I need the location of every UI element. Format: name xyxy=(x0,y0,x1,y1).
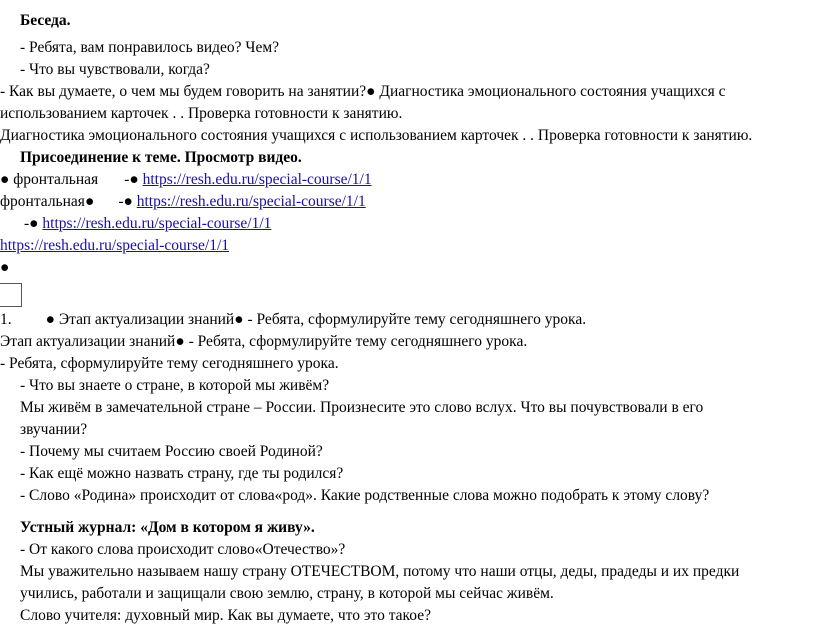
bullet-icon: ● xyxy=(84,193,95,210)
resh-link[interactable]: https://resh.edu.ru/special-course/1/1 xyxy=(42,215,272,232)
text-line: - От какого слова происходит слово«Отечество»? xyxy=(20,541,346,558)
text-fragment: Диагностика эмоционального состояния учащихся с xyxy=(375,83,726,100)
text-fragment: - Ребята, сформулируйте тему сегодняшнего урока. xyxy=(184,333,528,350)
text-fragment: - Как вы думаете, о чем мы будем говорить на занятии? xyxy=(0,83,367,100)
text-line xyxy=(0,310,586,330)
empty-box xyxy=(0,283,22,307)
text-line xyxy=(0,82,725,102)
bullet-icon: ● xyxy=(0,171,10,188)
text-line: - Ребята, сформулируйте тему сегодняшнего урока. xyxy=(0,355,339,372)
resh-link[interactable]: https://resh.edu.ru/special-course/1/1 xyxy=(142,171,372,188)
resh-link[interactable]: https://resh.edu.ru/special-course/1/1 xyxy=(136,193,366,210)
heading-video: Присоединение к теме. Просмотр видео. xyxy=(20,149,302,166)
text-fragment: Этап актуализации знаний xyxy=(0,333,176,350)
bullet-icon: ● xyxy=(366,83,376,100)
text-line: Мы живём в замечательной стране – России. Произнесите это слово вслух. Что вы почувствовали в его xyxy=(20,399,704,416)
text-line: учились, работали и защищали свою землю, страну, в которой мы сейчас живём. xyxy=(20,585,554,602)
text-line xyxy=(24,214,271,234)
text-fragment: - xyxy=(124,171,130,188)
text-fragment: - xyxy=(24,215,30,232)
resh-link[interactable]: https://resh.edu.ru/special-course/1/1 xyxy=(0,237,229,254)
bullet-icon: ● xyxy=(123,193,133,210)
text-line: Слово учителя: духовный мир. Как вы думаете, что это такое? xyxy=(20,607,431,624)
text-line: Мы уважительно называем нашу страну ОТЕЧЕСТВОМ, потому что наши отцы, деды, прадеды и их предки xyxy=(20,563,740,580)
text-fragment: Этап актуализации знаний xyxy=(55,311,235,328)
text-line: Диагностика эмоционального состояния учащихся с использованием карточек . . Проверка готовности к занятию. xyxy=(0,127,753,144)
text-line xyxy=(0,236,229,256)
text-fragment: - Ребята, сформулируйте тему сегодняшнего урока. xyxy=(243,311,587,328)
list-number: 1. xyxy=(0,311,12,328)
text-line xyxy=(0,170,372,190)
text-line: использованием карточек . . Проверка готовности к занятию. xyxy=(0,105,403,122)
text-line xyxy=(0,332,527,352)
bullet-icon: ● xyxy=(234,311,244,328)
text-line: - Как ещё можно назвать страну, где ты родился? xyxy=(20,465,344,482)
text-line: - Ребята, вам понравилось видео? Чем? xyxy=(20,39,280,56)
bullet-icon: ● xyxy=(45,311,55,328)
text-line: - Почему мы считаем Россию своей Родиной? xyxy=(20,443,323,460)
heading-beseda: Беседа. xyxy=(20,12,71,29)
text-fragment: фронтальная xyxy=(9,171,99,188)
text-fragment: фронтальная xyxy=(0,193,85,210)
text-fragment: - xyxy=(118,193,124,210)
text-line: - Что вы знаете о стране, в которой мы живём? xyxy=(20,377,330,394)
text-line: - Слово «Родина» происходит от слова«род». Какие родственные слова можно подобрать к этому слову? xyxy=(20,487,710,504)
bullet-icon: ● xyxy=(29,215,39,232)
text-line: - Что вы чувствовали, когда? xyxy=(20,61,210,78)
bullet-icon: ● xyxy=(0,259,10,276)
text-line: звучании? xyxy=(20,421,88,438)
bullet-icon: ● xyxy=(175,333,185,350)
bullet-icon: ● xyxy=(129,171,139,188)
text-line xyxy=(0,192,366,212)
heading-journal: Устный журнал: «Дом в котором я живу». xyxy=(20,519,315,536)
